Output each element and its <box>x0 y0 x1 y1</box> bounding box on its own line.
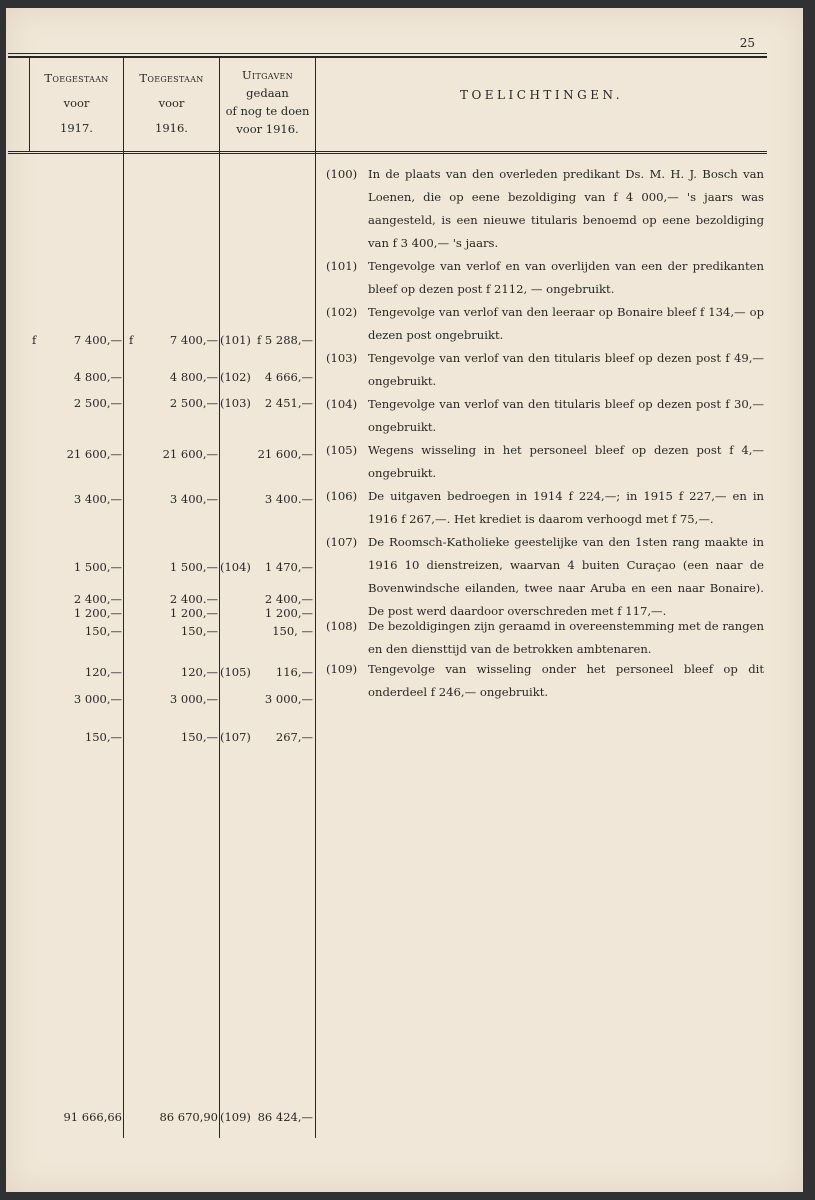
header-col-1917 <box>30 66 123 141</box>
note-number: (109) <box>326 662 358 676</box>
amount-spent: 2 451,— <box>264 396 313 410</box>
header-col-spent <box>220 66 315 138</box>
header-col-spent-line2: gedaan <box>246 86 289 100</box>
currency-mark-1917: f <box>32 333 37 347</box>
note-text: De uitgaven bedroegen in 1914 f 224,—; in 1915 f 227,— en in 1916 f 267,—. Het krediet is daarom verhoogd met f 75,—. <box>368 489 764 526</box>
note-number: (100) <box>326 167 358 181</box>
amount-1917: 1 500,— <box>73 560 122 574</box>
header-col-1916-line2: voor <box>158 96 185 110</box>
amount-1917: 150,— <box>84 730 122 744</box>
note-item <box>326 255 764 301</box>
note-reference: (105) <box>220 665 251 679</box>
amount-spent: 3 000,— <box>264 692 313 706</box>
amount-1916: 1 200,— <box>169 606 218 620</box>
amount-spent: 1 470,— <box>264 560 313 574</box>
note-text: Tengevolge van verlof van den titularis bleef op dezen post f 49,— ongebruikt. <box>368 351 764 388</box>
amount-spent: 3 400.— <box>264 492 313 506</box>
amount-1916: 7 400,— <box>169 333 218 347</box>
note-number: (101) <box>326 259 358 273</box>
amount-1916: 3 400,— <box>169 492 218 506</box>
note-text: Wegens wisseling in het personeel bleef op dezen post f 4,— ongebruikt. <box>368 443 764 480</box>
header-toelichtingen: TOELICHTINGEN. <box>459 88 624 102</box>
header-col-spent-line3: of nog te doen <box>225 104 310 118</box>
amount-1917: 7 400,— <box>73 333 122 347</box>
amount-spent: 2 400,— <box>264 592 313 606</box>
header-col-spent-line4: voor 1916. <box>236 122 299 136</box>
note-item <box>326 485 764 531</box>
amount-1916: 150,— <box>180 624 218 638</box>
amount-spent: 4 666,— <box>264 370 313 384</box>
note-number: (108) <box>326 619 358 633</box>
header-rule-bottom <box>8 151 767 152</box>
amount-1917: 4 800,— <box>73 370 122 384</box>
page-number: 25 <box>739 36 755 50</box>
note-text: Tengevolge van wisseling onder het personeel bleef op dit onderdeel f 246,— ongebruikt. <box>368 662 764 699</box>
header-rule-top-thick <box>8 56 767 58</box>
col-line-1 <box>123 58 124 1138</box>
amount-spent: 21 600,— <box>257 447 313 461</box>
amount-spent: f 5 288,— <box>257 333 313 347</box>
amount-1916: 3 000,— <box>169 692 218 706</box>
amount-1917: 1 200,— <box>73 606 122 620</box>
total-1916: 86 670,90 <box>159 1110 218 1124</box>
note-reference: (107) <box>220 730 251 744</box>
note-text: De bezoldigingen zijn geraamd in overeenstemming met de rangen en den diensttijd van de betrokken ambtenaren. <box>368 619 764 656</box>
amount-1917: 21 600,— <box>66 447 122 461</box>
note-number: (103) <box>326 351 358 365</box>
note-reference: (101) <box>220 333 251 347</box>
note-item <box>326 301 764 347</box>
amount-1916: 1 500,— <box>169 560 218 574</box>
note-item <box>326 615 764 661</box>
amount-1916: 2 400.— <box>169 592 218 606</box>
amount-1916: 2 500,— <box>169 396 218 410</box>
amount-spent: 150, — <box>272 624 313 638</box>
currency-mark-1916: f <box>129 333 134 347</box>
total-1917: 91 666,66 <box>63 1110 122 1124</box>
amount-1916: 150,— <box>180 730 218 744</box>
note-item <box>326 531 764 623</box>
header-col-1917-title: Toegestaan <box>44 71 109 85</box>
note-number: (107) <box>326 535 358 549</box>
note-number: (102) <box>326 305 358 319</box>
note-text: In de plaats van den overleden predikant Ds. M. H. J. Bosch van Loenen, die op eene bezoldiging van f 4 000,— 's jaars was aangesteld, is een nieuwe titularis benoemd op eene bezoldiging van f 3 400,— 's jaars. <box>368 167 764 250</box>
amount-spent: 116,— <box>275 665 313 679</box>
header-col-1917-line3: 1917. <box>60 121 93 135</box>
header-col-1917-line2: voor <box>63 96 90 110</box>
header-rule-bottom-2 <box>8 153 767 154</box>
amount-1917: 120,— <box>84 665 122 679</box>
amount-1917: 3 000,— <box>73 692 122 706</box>
col-line-3 <box>315 58 316 1138</box>
note-item <box>326 347 764 393</box>
note-number: (104) <box>326 397 358 411</box>
header-col-1916 <box>124 66 219 141</box>
header-rule-top <box>8 53 767 54</box>
amount-1916: 120,— <box>180 665 218 679</box>
note-reference: (104) <box>220 560 251 574</box>
note-item <box>326 163 764 255</box>
note-text: Tengevolge van verlof van den titularis bleef op dezen post f 30,— ongebruikt. <box>368 397 764 434</box>
amount-1917: 2 500,— <box>73 396 122 410</box>
header-col-spent-title: Uitgaven <box>242 68 293 82</box>
document-page <box>6 8 803 1192</box>
header-col-1916-title: Toegestaan <box>139 71 204 85</box>
amount-1916: 21 600,— <box>162 447 218 461</box>
header-col-1916-line3: 1916. <box>155 121 188 135</box>
amount-spent: 267,— <box>275 730 313 744</box>
total-spent: 86 424,— <box>257 1110 313 1124</box>
amount-1916: 4 800,— <box>169 370 218 384</box>
amount-1917: 2 400,— <box>73 592 122 606</box>
note-item <box>326 658 764 704</box>
note-item <box>326 439 764 485</box>
amount-1917: 150,— <box>84 624 122 638</box>
note-text: Tengevolge van verlof van den leeraar op Bonaire bleef f 134,— op dezen post ongebruikt. <box>368 305 764 342</box>
note-text: Tengevolge van verlof en van overlijden van een der predikanten bleef op dezen post f 2112, — ongebruikt. <box>368 259 764 296</box>
total-note-reference: (109) <box>220 1110 251 1124</box>
amount-1917: 3 400,— <box>73 492 122 506</box>
amount-spent: 1 200,— <box>264 606 313 620</box>
note-text: De Roomsch-Katholieke geestelijke van den 1sten rang maakte in 1916 10 dienstreizen, waarvan 4 buiten Curaçao (een naar de Bovenwindsche eilanden, twee naar Aruba en een naar Bonaire). De post werd daardoor overschreden met f 117,—. <box>368 535 764 618</box>
note-number: (106) <box>326 489 358 503</box>
note-item <box>326 393 764 439</box>
note-reference: (102) <box>220 370 251 384</box>
note-reference: (103) <box>220 396 251 410</box>
col-line-2 <box>219 58 220 1138</box>
note-number: (105) <box>326 443 358 457</box>
